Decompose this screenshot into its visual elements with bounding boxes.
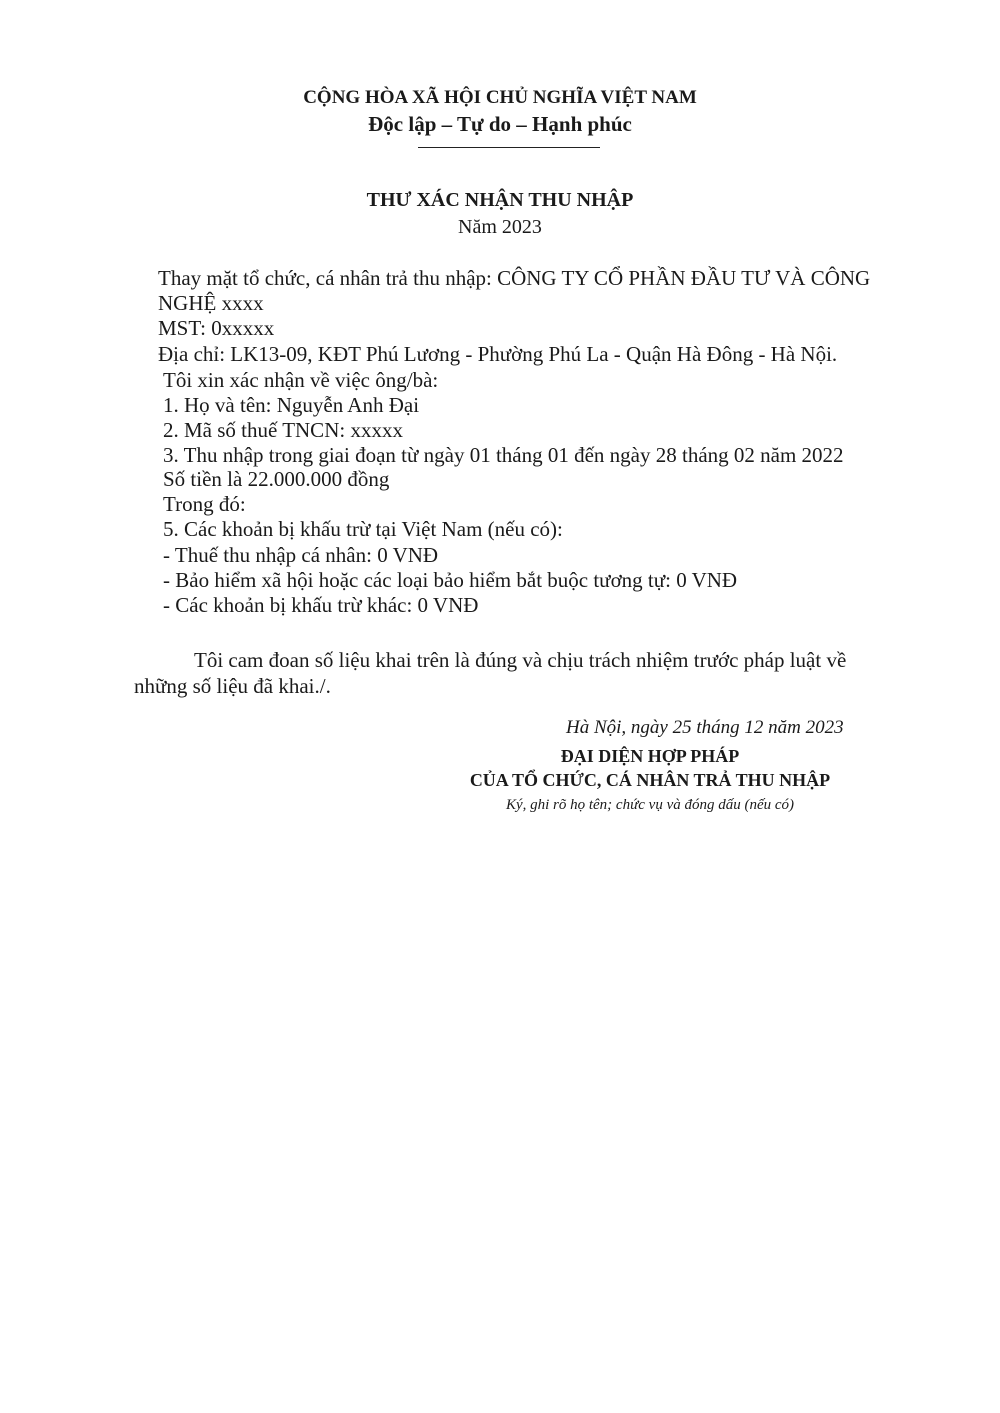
payer-line-2: NGHỆ xxxx xyxy=(158,291,264,315)
item-deductions: 5. Các khoản bị khấu trừ tại Việt Nam (nếu có): xyxy=(163,517,563,541)
commitment-line-2: những số liệu đã khai./. xyxy=(134,674,331,698)
document-title: THƯ XÁC NHẬN THU NHẬP xyxy=(366,189,634,211)
nation-header: CỘNG HÒA XÃ HỘI CHỦ NGHĨA VIỆT NAM xyxy=(303,87,697,108)
signature-title-1: ĐẠI DIỆN HỢP PHÁP xyxy=(560,746,740,766)
document-year: Năm 2023 xyxy=(458,216,542,238)
signature-place-date: Hà Nội, ngày 25 tháng 12 năm 2023 xyxy=(566,717,844,738)
address: Địa chỉ: LK13-09, KĐT Phú Lương - Phường Phú La - Quận Hà Đông - Hà Nội. xyxy=(158,342,838,366)
tax-code: MST: 0xxxxx xyxy=(158,316,275,340)
confirm-intro: Tôi xin xác nhận về việc ông/bà: xyxy=(163,368,439,392)
item-full-name: 1. Họ và tên: Nguyễn Anh Đại xyxy=(163,393,420,417)
signature-title-2: CỦA TỔ CHỨC, CÁ NHÂN TRẢ THU NHẬP xyxy=(469,770,831,790)
item-income-period: 3. Thu nhập trong giai đoạn từ ngày 01 tháng 01 đến ngày 28 tháng 02 năm 2022 xyxy=(163,443,844,467)
motto: Độc lập – Tự do – Hạnh phúc xyxy=(368,112,632,136)
of-which-label: Trong đó: xyxy=(163,492,246,516)
header-divider xyxy=(418,147,600,148)
deduction-other: - Các khoản bị khấu trừ khác: 0 VNĐ xyxy=(163,593,479,617)
deduction-income-tax: - Thuế thu nhập cá nhân: 0 VNĐ xyxy=(163,543,439,567)
income-amount: Số tiền là 22.000.000 đồng xyxy=(163,467,390,491)
deduction-insurance: - Bảo hiểm xã hội hoặc các loại bảo hiểm bắt buộc tương tự: 0 VNĐ xyxy=(163,568,738,592)
item-tax-id: 2. Mã số thuế TNCN: xxxxx xyxy=(163,418,403,442)
commitment-line-1: Tôi cam đoan số liệu khai trên là đúng và chịu trách nhiệm trước pháp luật về xyxy=(194,648,847,672)
payer-line-1: Thay mặt tổ chức, cá nhân trả thu nhập: CÔNG TY CỔ PHẦN ĐẦU TƯ VÀ CÔNG xyxy=(158,266,871,290)
signature-instruction: Ký, ghi rõ họ tên; chức vụ và đóng dấu (nếu có) xyxy=(505,797,795,813)
